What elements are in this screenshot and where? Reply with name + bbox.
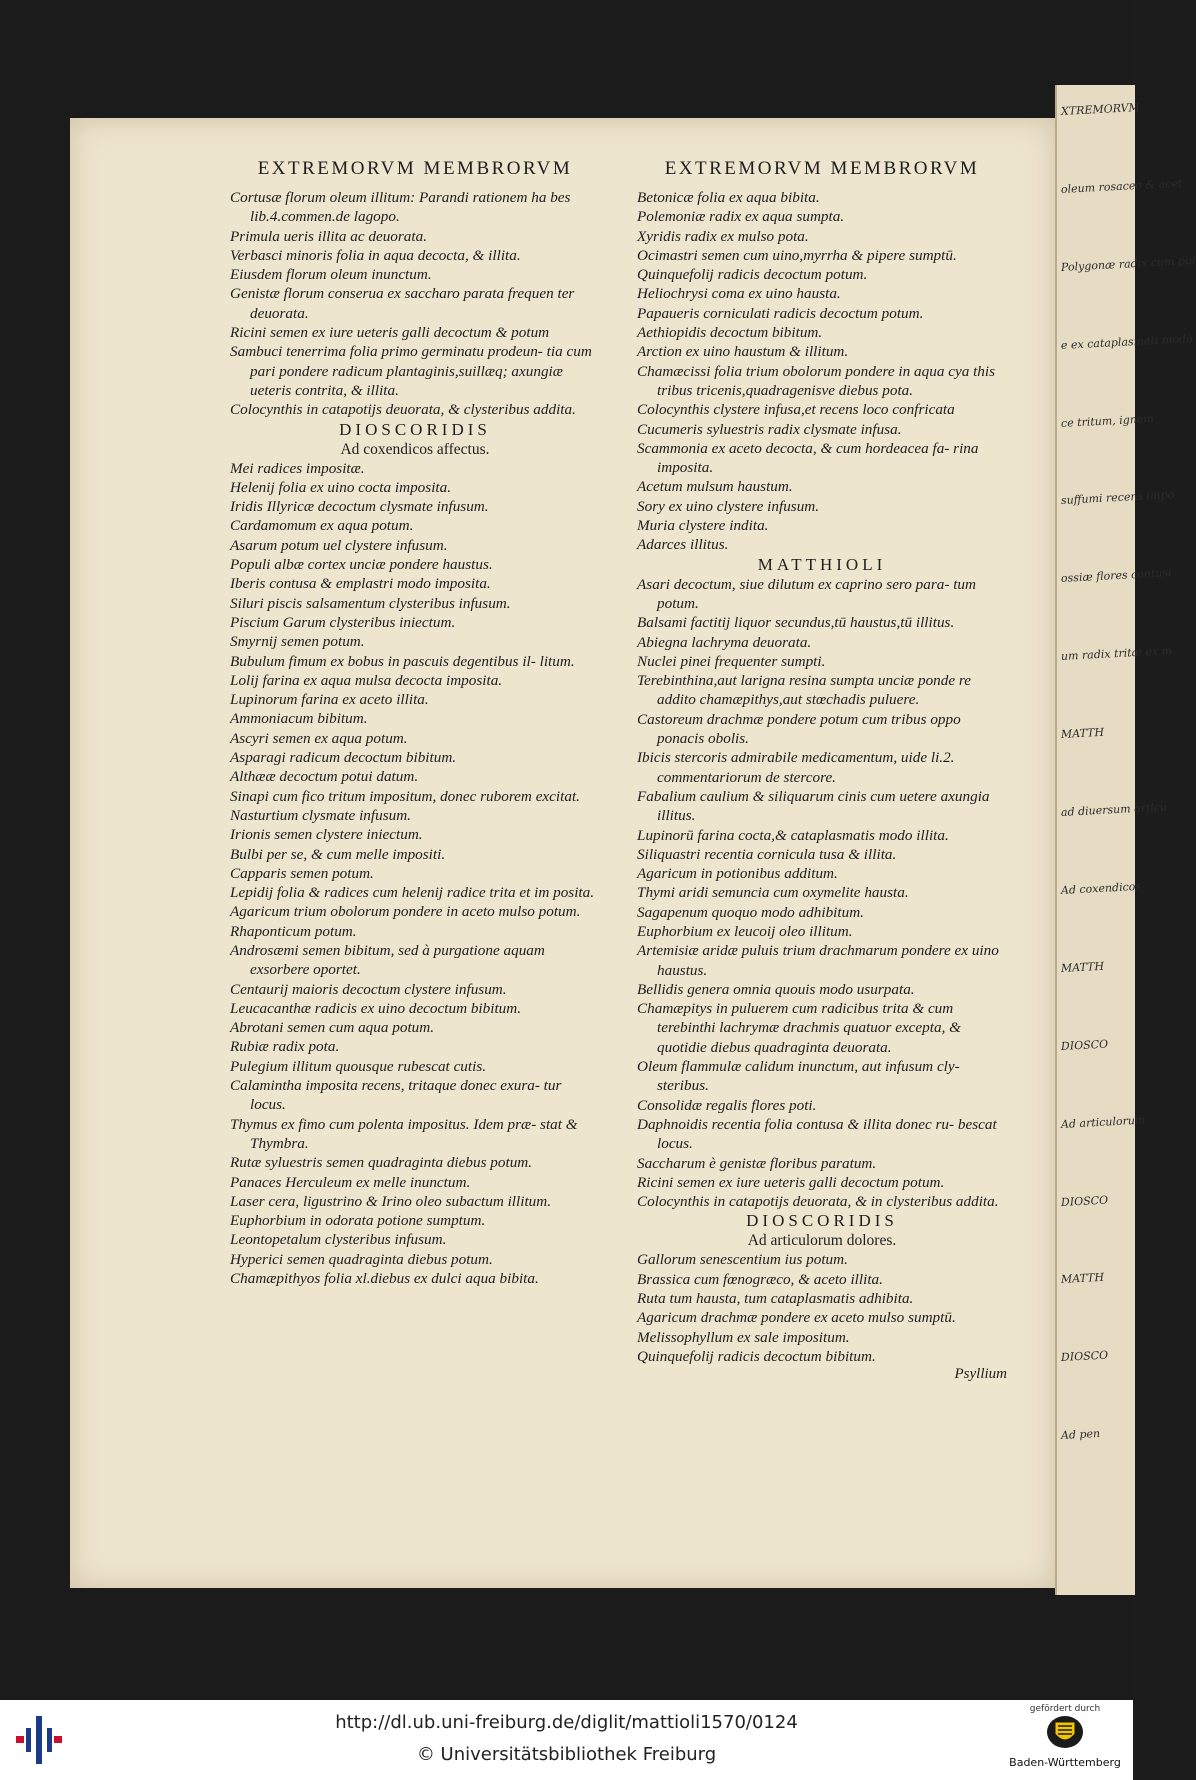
remedy-entry: Ibicis stercoris admirabile medicamentum, uide li.2. commentariorum de stercore. <box>637 749 955 786</box>
facing-page-fragment: Ad coxendicos <box>1060 879 1142 897</box>
facing-page-fragment: DIOSCO <box>1060 1193 1109 1209</box>
remedy-entry: Rubiæ radix pota. <box>230 1038 340 1056</box>
remedy-entry: Asarum potum uel clystere infusum. <box>230 536 448 554</box>
remedy-entry: Ocimastri semen cum uino,myrrha & pipere sumptū. <box>637 246 957 264</box>
remedy-entry: Scammonia ex aceto decocta, & cum hordeacea fa- rina imposita. <box>637 439 979 477</box>
facing-page-fragment: um radix tritæ ex m <box>1060 644 1173 664</box>
remedy-entry: Androsæmi semen bibitum, sed à purgatione aquam exsorbere oportet. <box>230 941 545 979</box>
remedy-entry: Lupinorū farina cocta,& cataplasmatis modo illita. <box>637 826 949 844</box>
facing-page-fragment: Ad pen <box>1060 1427 1101 1443</box>
remedy-entry: Artemisiæ aridæ puluis trium drachmarum pondere ex uino haustus. <box>637 942 999 979</box>
remedy-entry: Lolij farina ex aqua mulsa decocta imposita. <box>230 671 503 689</box>
remedy-entry: Althææ decoctum potui datum. <box>230 768 419 786</box>
remedy-entry: Euphorbium in odorata potione sumptum. <box>230 1212 486 1230</box>
remedy-entry: Panaces Herculeum ex melle inunctum. <box>230 1173 471 1191</box>
remedy-entry: Cucumeris syluestris radix clysmate infusa. <box>637 420 902 438</box>
catchword-row <box>637 1366 1007 1390</box>
remedy-entry: Centaurij maioris decoctum clystere infusum. <box>230 980 507 998</box>
logo-accent-left <box>16 1736 24 1743</box>
remedy-entry: Iridis Illyricæ decoctum clysmate infusum. <box>230 498 489 516</box>
remedy-entry: Asparagi radicum decoctum bibitum. <box>230 749 457 767</box>
remedy-entry: Quinquefolij radicis decoctum potum. <box>637 266 868 284</box>
remedy-entry: Chamæpithyos folia xl.diebus ex dulci aqua bibita. <box>230 1270 539 1288</box>
remedy-entry: Primula ueris illita ac deuorata. <box>230 227 428 245</box>
sponsor-name: Baden-Württemberg <box>1009 1756 1121 1769</box>
remedy-entry: Acetum mulsum haustum. <box>637 478 793 496</box>
remedy-entry: Rhaponticum potum. <box>230 922 357 940</box>
facing-page-fragment: Ad articulorum <box>1060 1113 1146 1131</box>
remedy-entry: Adarces illitus. <box>637 536 729 554</box>
remedy-entry: Leontopetalum clysteribus infusum. <box>230 1231 447 1249</box>
facing-page-fragment: XTREMORVM <box>1060 100 1141 118</box>
remedy-entry: Eiusdem florum oleum inunctum. <box>230 266 432 284</box>
facing-page-fragment: oleum rosaceo & acet <box>1060 176 1183 196</box>
remedy-entry: Chamæpitys in puluerem cum radicibus trita & cum terebinthi lachrymæ drachmis quatuor excepta, & quotidie diebus quadraginta deuorata. <box>637 1000 961 1056</box>
section-subtitle-coxendicos: Ad coxendicos affectus. <box>340 440 490 458</box>
remedy-entry: Xyridis radix ex mulso pota. <box>637 227 809 245</box>
sponsor-block <box>1005 1704 1125 1778</box>
facing-page-fragment: suffumi recens impo <box>1060 488 1175 508</box>
remedy-entry: Bellidis genera omnia quouis modo usurpata. <box>637 980 915 998</box>
facing-page-fragment: MATTH <box>1060 959 1105 975</box>
section-title-matthioli: MATTHIOLI <box>757 554 887 574</box>
remedy-entry: Melissophyllum ex sale impositum. <box>637 1328 850 1346</box>
remedy-entry: Populi albæ cortex unciæ pondere haustus. <box>230 556 493 574</box>
remedy-entry: Agaricum drachmæ pondere ex aceto mulso sumptū. <box>637 1309 956 1327</box>
remedy-entry: Quinquefolij radicis decoctum bibitum. <box>637 1347 876 1365</box>
remedy-entry: Cortusæ florum oleum illitum: Parandi rationem ha bes lib.4.commen.de lagopo. <box>230 189 571 226</box>
remedy-entry: Ammoniacum bibitum. <box>230 710 368 728</box>
remedy-entry: Piscium Garum clysteribus iniectum. <box>230 613 456 631</box>
section-subtitle-articulorum: Ad articulorum dolores. <box>747 1232 897 1250</box>
right-column <box>637 158 1007 1390</box>
sponsor-label: gefördert durch <box>1029 1704 1101 1714</box>
catchword: Psyllium <box>954 1366 1007 1383</box>
left-entries-a <box>230 188 600 420</box>
remedy-entry: Sinapi cum fico tritum impositum, donec ruborem excitat. <box>230 787 580 805</box>
remedy-entry: Ricini semen ex iure ueteris galli decoctum potum. <box>637 1173 945 1191</box>
remedy-entry: Muria clystere indita. <box>637 517 769 535</box>
facing-page-fragment: ce tritum, ignem <box>1060 411 1155 430</box>
remedy-entry: Lepidij folia & radices cum helenij radice trita et im posita. <box>230 884 595 902</box>
remedy-entry: Nuclei pinei frequenter sumpti. <box>637 652 826 670</box>
facing-page-fragment: DIOSCO <box>1060 1037 1109 1053</box>
source-url-link[interactable]: http://dl.ub.uni-freiburg.de/diglit/mattioli1570/0124 <box>335 1712 798 1733</box>
remedy-entry: Thymi aridi semuncia cum oxymelite hausta. <box>637 884 909 902</box>
remedy-entry: Laser cera, ligustrino & Irino oleo subactum illitum. <box>230 1192 552 1210</box>
remedy-entry: Bulbi per se, & cum melle impositi. <box>230 845 446 863</box>
remedy-entry: Bubulum fimum ex bobus in pascuis degentibus il- litum. <box>230 652 575 670</box>
remedy-entry: Colocynthis in catapotijs deuorata, & in clysteribus addita. <box>637 1193 999 1211</box>
remedy-entry: Chamæcissi folia trium obolorum pondere in aqua cya this tribus tricenis,quadragenisve diebus pota. <box>637 362 996 399</box>
remedy-entry: Thymus ex fimo cum polenta impositus. Idem præ- stat & Thymbra. <box>230 1115 578 1152</box>
remedy-entry: Lupinorum farina ex aceto illita. <box>230 691 429 709</box>
remedy-entry: Saccharum è genistæ floribus paratum. <box>637 1154 877 1172</box>
remedy-entry: Sambuci tenerrima folia primo germinatu prodeun- tia cum pari pondere radicum plantaginis,suillæq; axungiæ ueteris contrita, & illita. <box>230 343 592 399</box>
remedy-entry: Genistæ florum conserua ex saccharo parata frequen ter deuorata. <box>230 285 575 322</box>
left-entries-b <box>230 459 600 1289</box>
remedy-entry: Iberis contusa & emplastri modo imposita. <box>230 575 491 593</box>
remedy-entry: Abrotani semen cum aqua potum. <box>230 1019 435 1037</box>
remedy-entry: Ascyri semen ex aqua potum. <box>230 729 408 747</box>
remedy-entry: Daphnoidis recentia folia contusa & illita donec ru- bescat locus. <box>637 1115 997 1153</box>
section-title-dioscoridis-left: DIOSCORIDIS <box>339 419 491 439</box>
facing-page-fragment: ad diuersum articu <box>1060 800 1168 820</box>
remedy-entry: Ruta tum hausta, tum cataplasmatis adhibita. <box>637 1290 914 1308</box>
facing-page-fragment: MATTH <box>1060 1271 1105 1287</box>
remedy-entry: Papaueris corniculati radicis decoctum potum. <box>637 304 924 322</box>
facing-page <box>1055 85 1196 1595</box>
remedy-entry: Helenij folia ex uino cocta imposita. <box>230 478 452 496</box>
remedy-entry: Siluri piscis salsamentum clysteribus infusum. <box>230 594 511 612</box>
footer-bar <box>0 1700 1133 1780</box>
remedy-entry: Smyrnij semen potum. <box>230 633 365 651</box>
remedy-entry: Abiegna lachryma deuorata. <box>637 633 812 651</box>
remedy-entry: Ricini semen ex iure ueteris galli decoctum & potum <box>230 324 550 342</box>
remedy-entry: Polemoniæ radix ex aqua sumpta. <box>637 208 845 226</box>
book-page <box>70 118 1055 1588</box>
remedy-entry: Castoreum drachmæ pondere potum cum tribus oppo ponacis obolis. <box>637 710 961 748</box>
remedy-entry: Terebinthina,aut larigna resina sumpta unciæ ponde re addito chamæpithys,aut stœchadis puluere. <box>637 672 971 709</box>
remedy-entry: Consolidæ regalis flores poti. <box>637 1096 817 1114</box>
facing-page-fragment: Polygonæ radix cum pul <box>1060 253 1196 274</box>
remedy-entry: Agaricum in potionibus additum. <box>637 865 838 883</box>
running-header-left: EXTREMORVM MEMBRORVM <box>257 158 573 179</box>
remedy-entry: Betonicæ folia ex aqua bibita. <box>637 189 820 206</box>
state-coat-of-arms-icon <box>1045 1714 1085 1750</box>
remedy-entry: Sagapenum quoquo modo adhibitum. <box>637 903 864 921</box>
remedy-entry: Nasturtium clysmate infusum. <box>230 806 411 824</box>
right-entries-c <box>637 1250 1007 1366</box>
remedy-entry: Hyperici semen quadraginta diebus potum. <box>230 1250 493 1268</box>
remedy-entry: Gallorum senescentium ius potum. <box>637 1251 848 1269</box>
remedy-entry: Colocynthis in catapotijs deuorata, & clysteribus addita. <box>230 401 576 419</box>
remedy-entry: Agaricum trium obolorum pondere in aceto mulso potum. <box>230 903 581 921</box>
remedy-entry: Euphorbium ex leucoij oleo illitum. <box>637 922 853 940</box>
logo-accent-right <box>54 1736 62 1743</box>
facing-page-fragment: DIOSCO <box>1060 1348 1109 1365</box>
remedy-entry: Mei radices impositæ. <box>230 459 365 477</box>
remedy-entry: Sory ex uino clystere infusum. <box>637 497 820 515</box>
running-header-right: EXTREMORVM MEMBRORVM <box>664 158 980 179</box>
section-title-dioscoridis-right: DIOSCORIDIS <box>746 1211 898 1231</box>
left-column <box>230 158 600 1288</box>
remedy-entry: Calamintha imposita recens, tritaque donec exura- tur locus. <box>230 1077 562 1114</box>
remedy-entry: Cardamomum ex aqua potum. <box>230 517 414 535</box>
remedy-entry: Siliquastri recentia cornicula tusa & illita. <box>637 845 897 863</box>
remedy-entry: Rutæ syluestris semen quadraginta diebus potum. <box>230 1154 533 1172</box>
remedy-entry: Aethiopidis decoctum bibitum. <box>637 324 823 342</box>
remedy-entry: Heliochrysi coma ex uino hausta. <box>637 285 841 303</box>
remedy-entry: Balsami factitij liquor secundus,tū haustus,tū illitus. <box>637 614 955 632</box>
facing-page-fragment: MATTH <box>1060 725 1105 742</box>
remedy-entry: Colocynthis clystere infusa,et recens loco confricata <box>637 401 955 419</box>
remedy-entry: Pulegium illitum quousque rubescat cutis. <box>230 1057 487 1075</box>
right-entries-a <box>637 188 1007 555</box>
facing-page-fragment: ossiæ flores contusi <box>1060 566 1172 586</box>
remedy-entry: Leucacanthæ radicis ex uino decoctum bibitum. <box>230 999 522 1017</box>
facing-page-fragment: e ex cataplasmati modo <box>1060 331 1193 352</box>
remedy-entry: Irionis semen clystere iniectum. <box>230 826 423 844</box>
remedy-entry: Asari decoctum, siue dilutum ex caprino sero para- tum potum. <box>637 575 976 612</box>
remedy-entry: Arction ex uino haustum & illitum. <box>637 343 849 361</box>
remedy-entry: Brassica cum fœnogræco, & aceto illita. <box>637 1270 883 1288</box>
remedy-entry: Capparis semen potum. <box>230 864 374 882</box>
remedy-entry: Verbasci minoris folia in aqua decocta, & illita. <box>230 246 521 264</box>
right-entries-b <box>637 575 1007 1212</box>
copyright-text: © Universitätsbibliothek Freiburg <box>416 1744 717 1765</box>
remedy-entry: Fabalium caulium & siliquarum cinis cum uetere axungia illitus. <box>637 787 990 825</box>
remedy-entry: Oleum flammulæ calidum inunctum, aut infusum cly- steribus. <box>637 1058 960 1095</box>
